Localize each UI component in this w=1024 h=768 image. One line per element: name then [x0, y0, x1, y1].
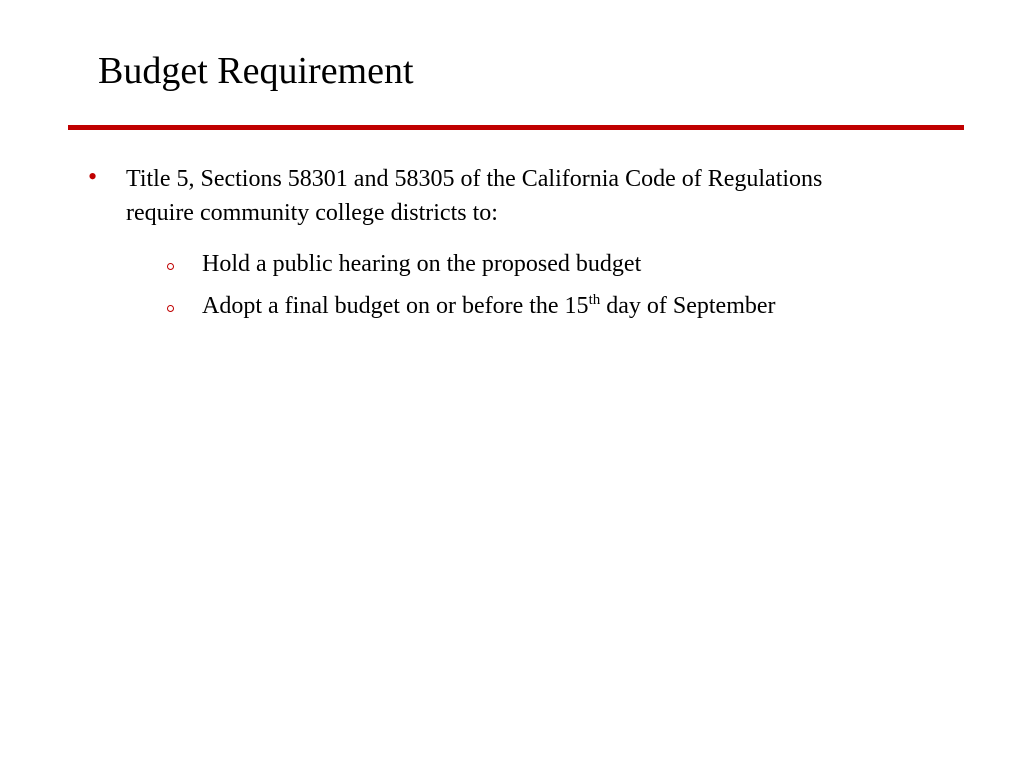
sub-bullet-circle-icon: [165, 291, 175, 321]
title-divider: [68, 125, 964, 130]
bullet-item-regulations: Title 5, Sections 58301 and 58305 of the California Code of Regulations require community college districts to:: [126, 166, 823, 226]
sub-bullet-public-hearing: Hold a public hearing on the proposed budget: [202, 251, 642, 277]
bullet-dot-icon: •: [88, 162, 98, 191]
sub-bullet-circle-icon: [165, 249, 175, 279]
sub-bullet-final-budget: [202, 291, 776, 321]
ordinal-suffix: th: [588, 292, 601, 308]
sub-bullet-final-budget-tail: day of September: [600, 293, 776, 319]
slide-title: Budget Requirement: [98, 50, 414, 92]
sub-bullet-final-budget-text: Adopt a final budget on or before the 15: [202, 293, 589, 319]
